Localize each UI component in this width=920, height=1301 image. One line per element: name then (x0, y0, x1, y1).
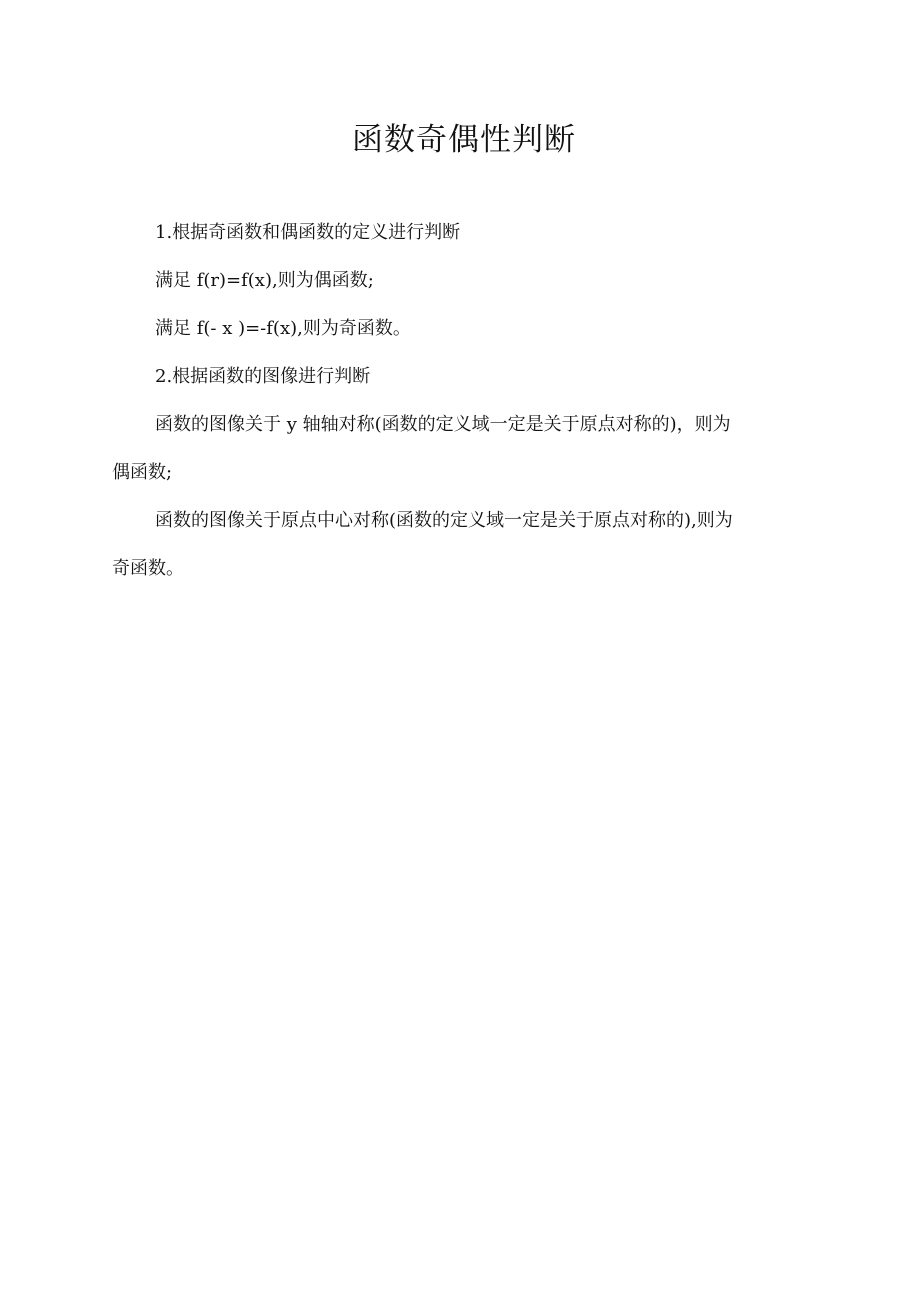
graph-even-rule-line-2: 偶函数; (112, 462, 173, 483)
section-heading-graph: 2.根据函数的图像进行判断 (155, 366, 371, 387)
graph-odd-rule-line-2: 奇函数。 (112, 558, 184, 579)
section-heading-definition: 1.根据奇函数和偶函数的定义进行判断 (155, 222, 461, 243)
odd-function-rule: 满足 f(- x )=-f(x),则为奇函数。 (155, 318, 411, 339)
document-title: 函数奇偶性判断 (352, 122, 576, 158)
graph-even-rule-line-1: 函数的图像关于 y 轴轴对称(函数的定义域一定是关于原点对称的)，则为 (155, 414, 731, 435)
graph-odd-rule-line-1: 函数的图像关于原点中心对称(函数的定义域一定是关于原点对称的),则为 (155, 510, 733, 531)
even-function-rule: 满足 f(r)=f(x),则为偶函数; (155, 270, 374, 291)
